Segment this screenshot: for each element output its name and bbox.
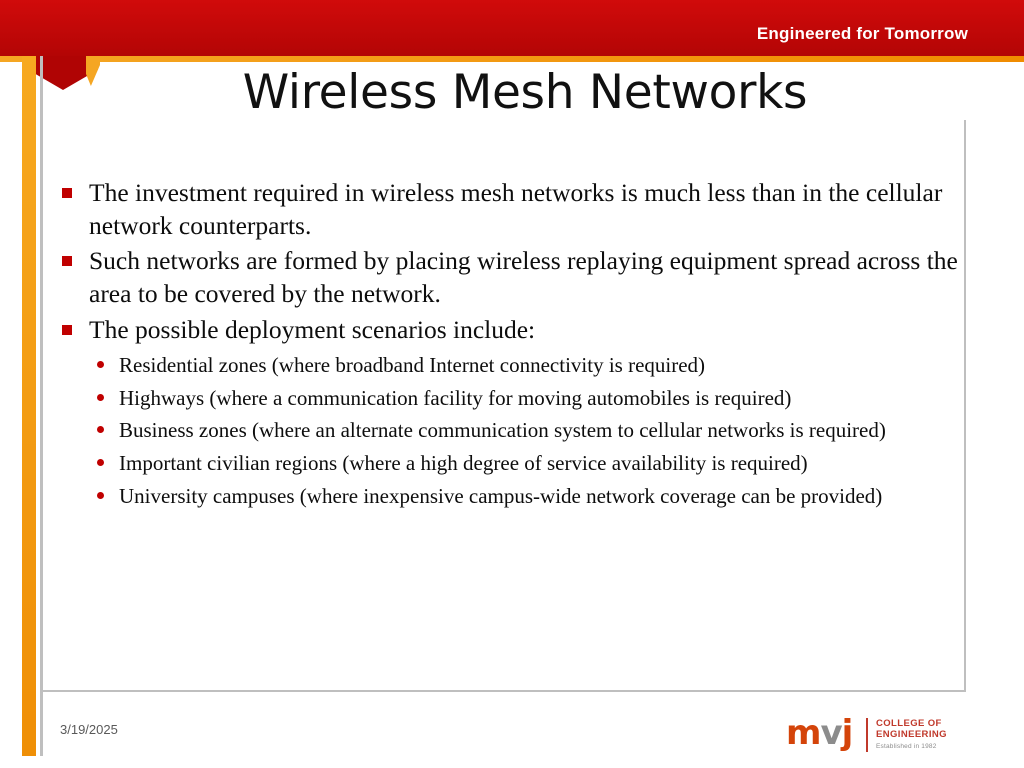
square-bullet-icon — [62, 256, 72, 266]
logo-subtitle — [866, 718, 947, 752]
logo-letter-m: m — [786, 713, 821, 753]
slide-date: 3/19/2025 — [60, 722, 118, 737]
dot-bullet-icon — [97, 394, 104, 401]
bullet-text: The possible deployment scenarios include: — [89, 314, 536, 344]
sub-bullet-text: Residential zones (where broadband Internet connectivity is required) — [119, 352, 706, 377]
list-item — [56, 313, 966, 511]
list-item — [89, 483, 966, 510]
dot-bullet-icon — [97, 426, 104, 433]
banner-tagline: Engineered for Tomorrow — [756, 24, 968, 43]
sub-bullet-text: University campuses (where inexpensive campus-wide network coverage can be provided) — [119, 484, 883, 509]
bottom-divider-line — [40, 690, 966, 692]
logo-line-2: ENGINEERING — [876, 729, 947, 740]
dot-bullet-icon — [97, 459, 104, 466]
logo-letter-j: j — [841, 713, 853, 753]
bullet-text: Such networks are formed by placing wireless replaying equipment spread across the area to be covered by the network. — [89, 246, 958, 309]
sub-bullet-text: Business zones (where an alternate communication system to cellular networks is required) — [119, 418, 886, 443]
logo-line-3: Established in 1982 — [876, 743, 937, 750]
square-bullet-icon — [62, 325, 72, 335]
list-item — [89, 352, 966, 379]
left-orange-bar — [22, 56, 36, 756]
logo-letter-v: v — [820, 713, 842, 753]
logo-line-1: COLLEGE OF — [876, 718, 942, 729]
slide-body — [56, 176, 966, 516]
dot-bullet-icon — [97, 361, 104, 368]
sub-bullet-text: Highways (where a communication facility for moving automobiles is required) — [119, 385, 792, 410]
sub-bullet-list — [89, 352, 966, 510]
list-item — [56, 244, 966, 310]
list-item — [89, 385, 966, 412]
dot-bullet-icon — [97, 492, 104, 499]
list-item — [89, 450, 966, 477]
bullet-text: The investment required in wireless mesh networks is much less than in the cellular network counterparts. — [89, 178, 943, 241]
logo-wordmark — [786, 713, 853, 753]
square-bullet-icon — [62, 188, 72, 198]
list-item — [56, 176, 966, 242]
list-item — [89, 417, 966, 444]
slide-title: Wireless Mesh Networks — [242, 65, 808, 120]
bullet-list — [56, 176, 966, 510]
left-grey-line — [40, 56, 43, 756]
banner-underline — [0, 56, 1024, 62]
banner-notch-accent-shape — [86, 56, 100, 86]
sub-bullet-text: Important civilian regions (where a high degree of service availability is required) — [119, 451, 808, 476]
mvj-logo — [786, 713, 976, 760]
